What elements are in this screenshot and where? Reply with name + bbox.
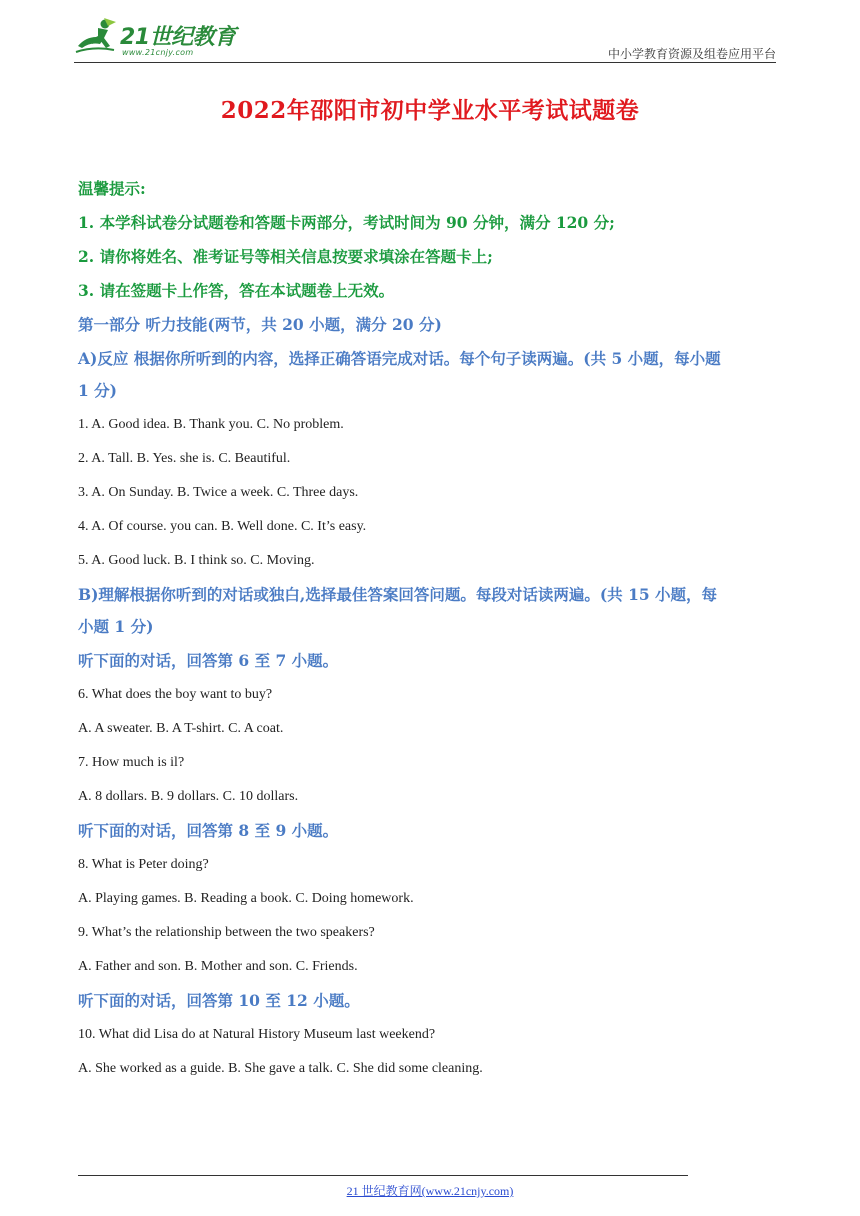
running-man-logo-icon xyxy=(74,16,118,56)
group-heading: 听下面的对话，回答第 8 至 9 小题。 xyxy=(78,821,339,840)
sectionB-instruction: B)理解根据你听到的对话或独白,选择最佳答案回答问题。每段对话读两遍。(共 15 小题，每 xyxy=(78,585,718,604)
logo-text: 21世纪教育 xyxy=(120,25,236,50)
question-line: 10. What did Lisa do at Natural History Museum last weekend? xyxy=(78,1027,436,1042)
question-line: 2. A. Tall. B. Yes. she is. C. Beautiful. xyxy=(78,451,291,466)
header-divider xyxy=(74,62,776,63)
tips-heading: 温馨提示: xyxy=(78,179,146,198)
tip-item: 2. 请你将姓名、准考证号等相关信息按要求填涂在答题卡上; xyxy=(78,247,493,266)
question-line: 5. A. Good luck. B. I think so. C. Moving. xyxy=(78,553,315,568)
sectionB-instruction-cont: 小题 1 分) xyxy=(78,617,154,636)
question-line: 3. A. On Sunday. B. Twice a week. C. Three days. xyxy=(78,485,359,500)
page-header xyxy=(74,14,776,64)
question-line: 7. How much is il? xyxy=(78,755,185,770)
question-line: A. 8 dollars. B. 9 dollars. C. 10 dollars. xyxy=(78,789,299,804)
page-title: 2022年邵阳市初中学业水平考试试题卷 xyxy=(220,97,640,124)
tip-item: 3. 请在签题卡上作答，答在本试题卷上无效。 xyxy=(78,281,395,300)
question-line: A. She worked as a guide. B. She gave a talk. C. She did some cleaning. xyxy=(78,1061,483,1076)
question-line: A. Father and son. B. Mother and son. C. Friends. xyxy=(78,959,358,974)
footer-divider xyxy=(78,1175,688,1176)
sectionA-instruction-cont: 1 分) xyxy=(78,381,118,400)
footer-link[interactable]: 21 世纪教育网(www.21cnjy.com) xyxy=(346,1184,514,1198)
part1-heading: 第一部分 听力技能(两节，共 20 小题，满分 20 分) xyxy=(78,315,442,334)
group-heading: 听下面的对话，回答第 6 至 7 小题。 xyxy=(78,651,339,670)
platform-label: 中小学教育资源及组卷应用平台 xyxy=(607,47,776,61)
question-line: 1. A. Good idea. B. Thank you. C. No problem. xyxy=(78,417,344,432)
tip-item: 1. 本学科试卷分试题卷和答题卡两部分，考试时间为 90 分钟，满分 120 分; xyxy=(78,213,615,232)
question-line: 4. A. Of course. you can. B. Well done. C. It’s easy. xyxy=(78,519,367,534)
question-line: A. A sweater. B. A T-shirt. C. A coat. xyxy=(78,721,284,736)
exam-content xyxy=(78,178,786,1092)
sectionA-instruction: A)反应 根据你所听到的内容，选择正确答语完成对话。每个句子读两遍。(共 5 小题，每小题 xyxy=(78,349,721,368)
question-line: 9. What’s the relationship between the two speakers? xyxy=(78,925,375,940)
logo-url: www.21cnjy.com xyxy=(122,48,194,57)
question-line: A. Playing games. B. Reading a book. C. Doing homework. xyxy=(78,891,414,906)
question-line: 8. What is Peter doing? xyxy=(78,857,209,872)
logo xyxy=(74,16,244,60)
group-heading: 听下面的对话，回答第 10 至 12 小题。 xyxy=(78,991,360,1010)
question-line: 6. What does the boy want to buy? xyxy=(78,687,273,702)
